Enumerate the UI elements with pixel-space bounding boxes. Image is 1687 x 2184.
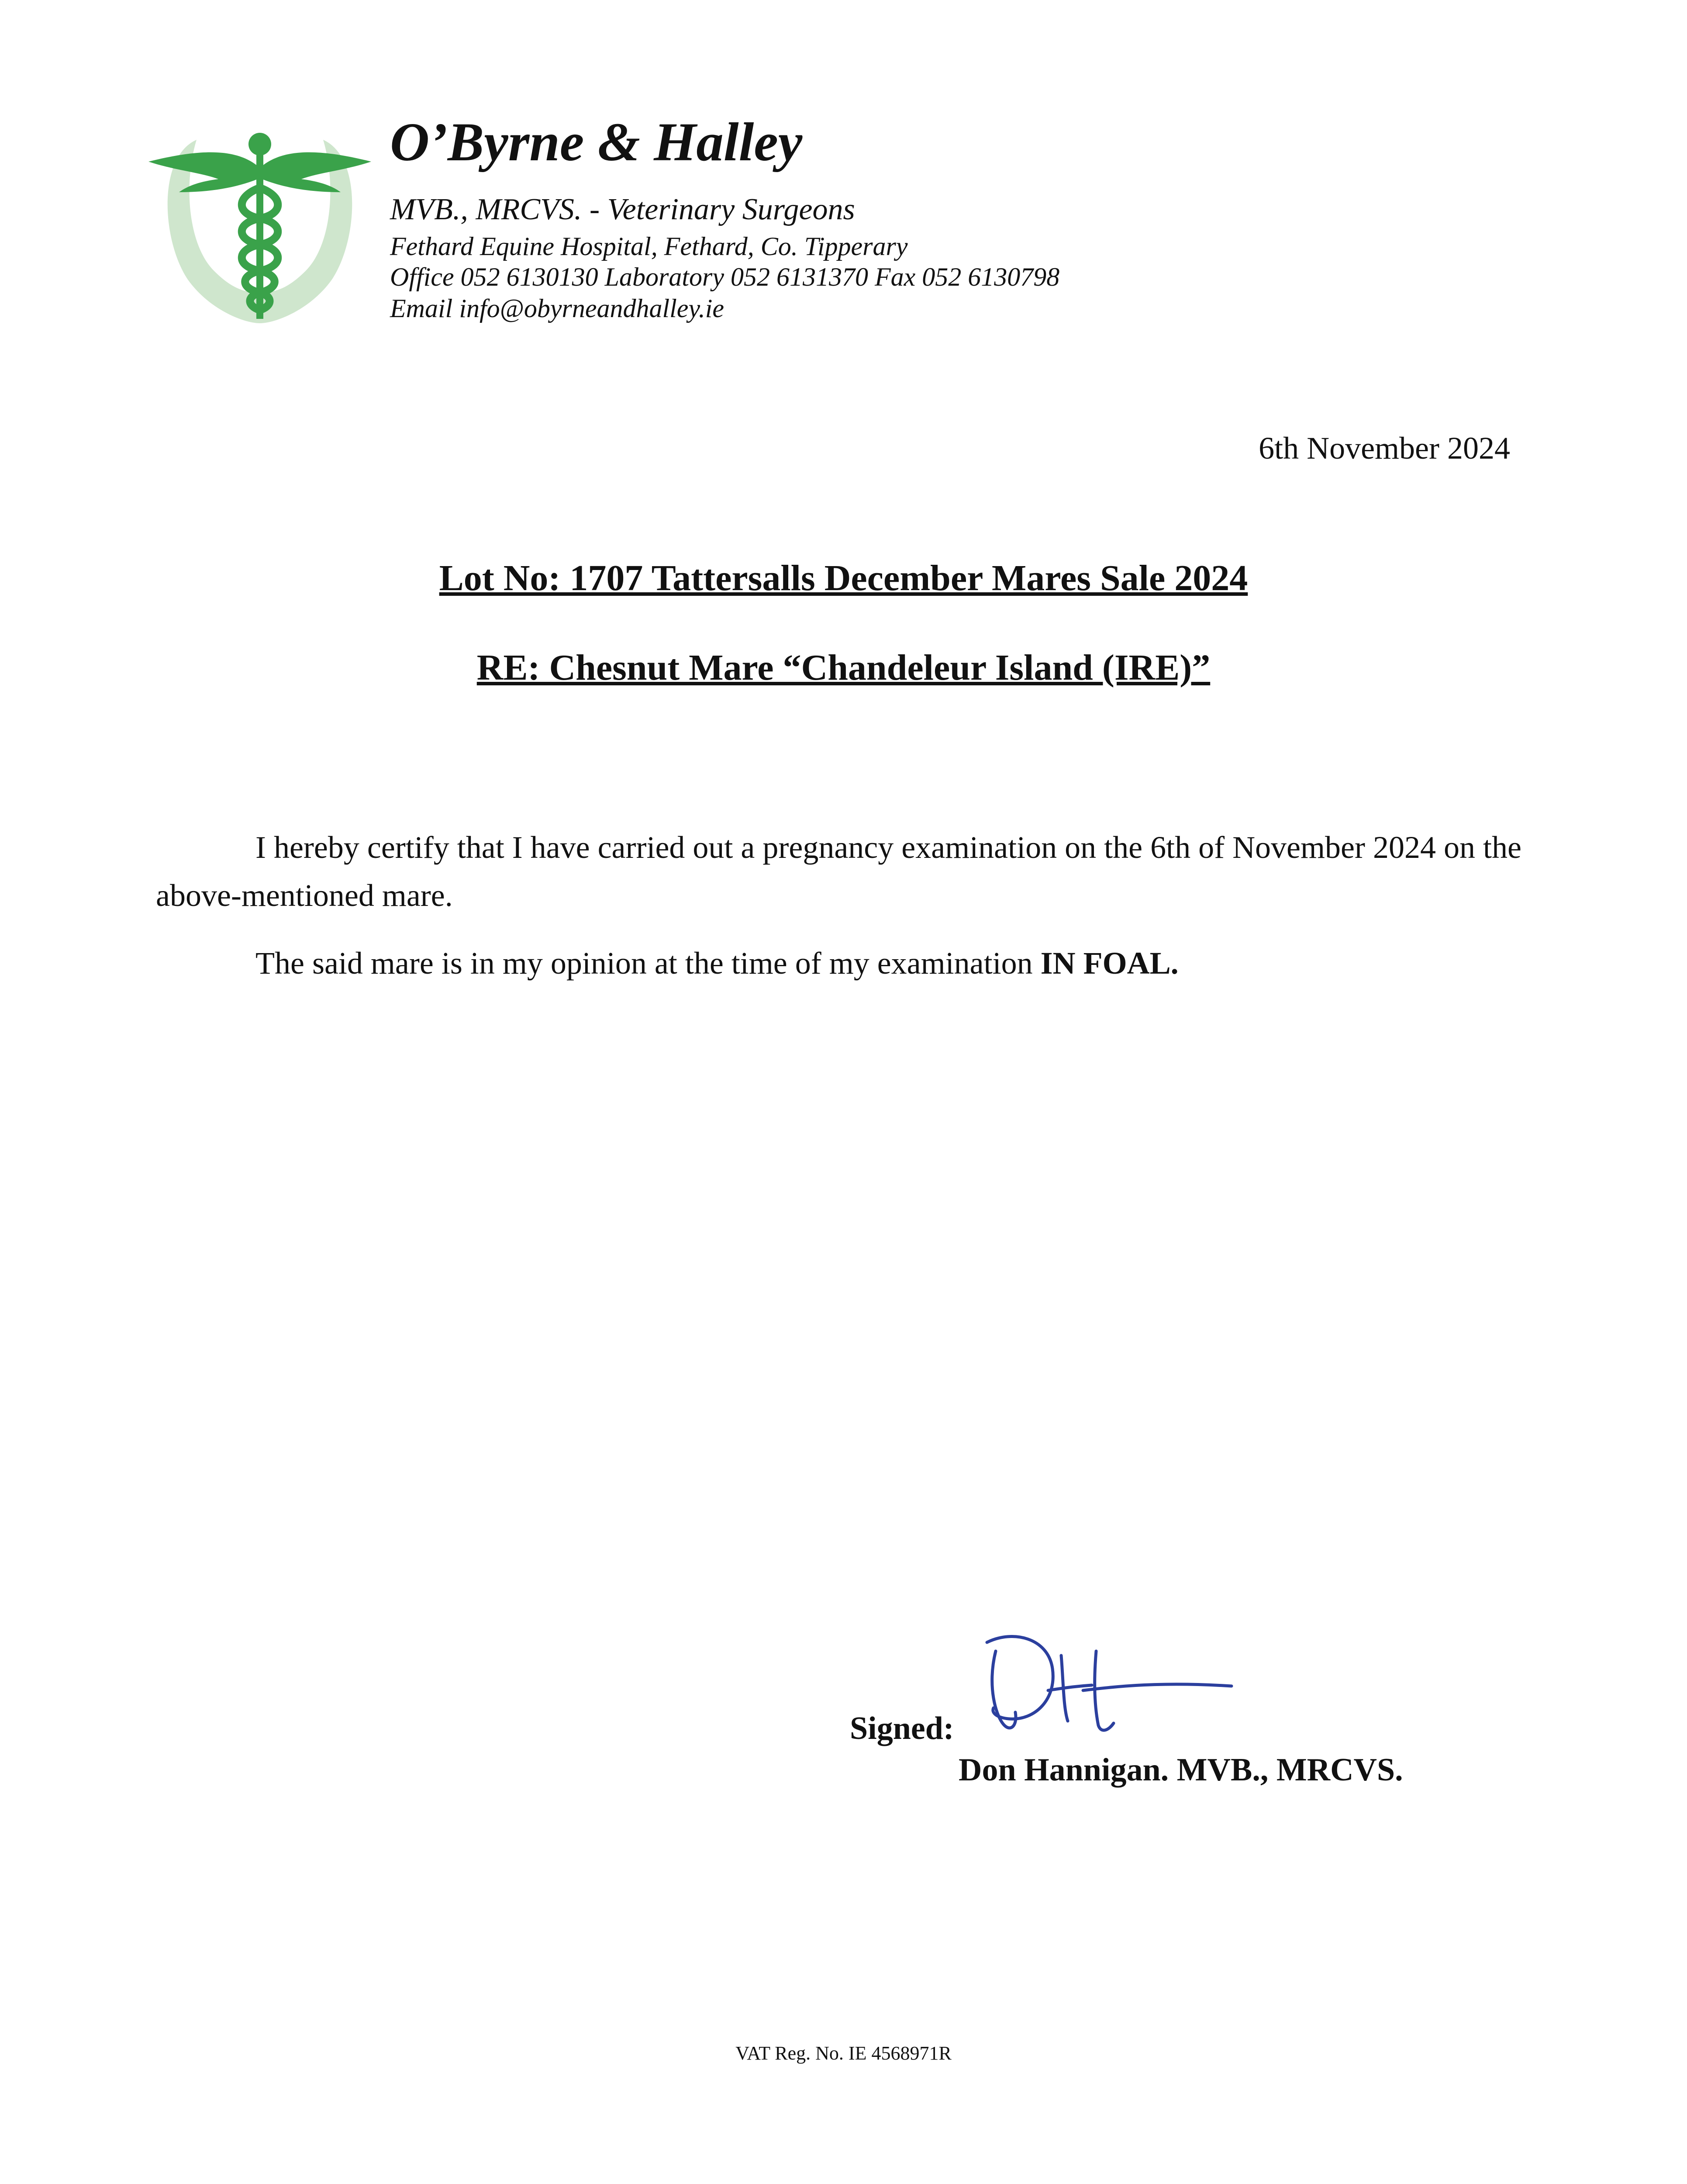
opinion-paragraph	[255, 939, 1179, 987]
in-foal-emphasis: IN FOAL.	[1040, 946, 1179, 981]
firm-email: Email info@obyrneandhalley.ie	[390, 294, 724, 323]
letter-date: 6th November 2024	[1259, 431, 1510, 466]
firm-qualifications: MVB., MRCVS. - Veterinary Surgeons	[390, 193, 855, 226]
signed-label: Signed:	[850, 1711, 954, 1746]
certification-paragraph	[156, 823, 1532, 919]
firm-name: O’Byrne & Halley	[390, 112, 803, 173]
firm-address: Fethard Equine Hospital, Fethard, Co. Tipperary	[390, 232, 908, 261]
vat-registration: VAT Reg. No. IE 4568971R	[735, 2042, 952, 2064]
firm-phone-numbers: Office 052 6130130 Laboratory 052 6131370 Fax 052 6130798	[390, 263, 1060, 291]
handwritten-signature	[978, 1625, 1249, 1738]
certification-text: I hereby certify that I have carried out a pregnancy examination on the 6th of November 2024 on the above-mentioned mare.	[156, 830, 1521, 913]
opinion-text: The said mare is in my opinion at the time of my examination	[255, 946, 1033, 981]
subject-heading: RE: Chesnut Mare “Chandeleur Island (IRE)”	[476, 647, 1211, 688]
lot-heading: Lot No: 1707 Tattersalls December Mares Sale 2024	[439, 558, 1248, 598]
signer-name: Don Hannigan. MVB., MRCVS.	[959, 1752, 1403, 1788]
caduceus-horseshoe-logo	[148, 131, 371, 328]
